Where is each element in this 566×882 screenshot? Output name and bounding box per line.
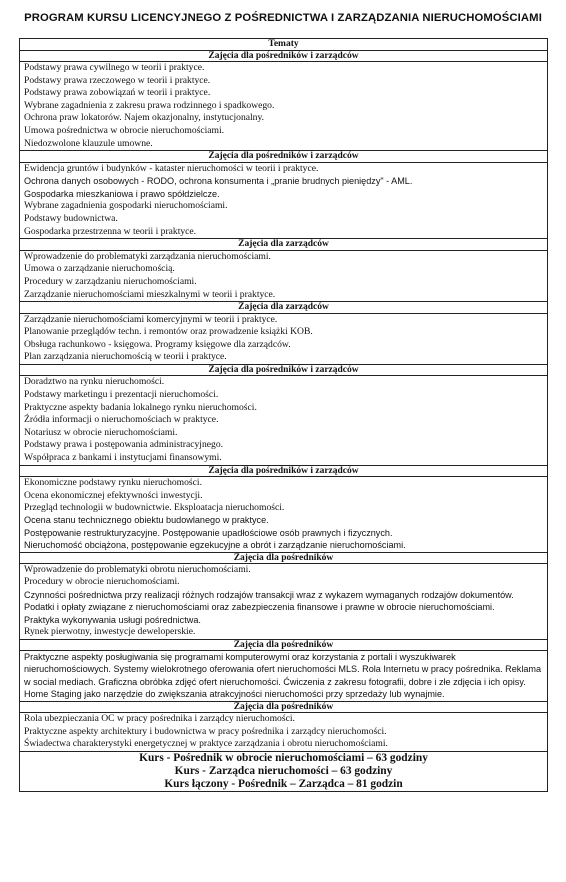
section-heading-row <box>20 239 548 251</box>
topic-item: Ewidencja gruntów i budynków - kataster nieruchomości w teorii i praktyce. <box>24 162 319 174</box>
section-items <box>20 564 548 639</box>
course-summary <box>20 751 548 791</box>
section-items <box>20 313 548 364</box>
section-items-row <box>20 477 548 552</box>
topic-item: Obsługa rachunkowo - księgowa. Programy księgowe dla zarządców. <box>24 338 291 350</box>
section-items-row <box>20 62 548 151</box>
topic-item: Ocena ekonomicznej efektywności inwestycji. <box>24 489 203 501</box>
section-items <box>20 651 548 702</box>
section-heading-row <box>20 364 548 376</box>
topic-item: Ochrona danych osobowych - RODO, ochrona konsumenta i „pranie brudnych pieniędzy" - AML. <box>24 176 413 187</box>
section-heading-row <box>20 151 548 163</box>
topic-item: Nieruchomość obciążona, postępowanie egzekucyjne a obrót i zarządzanie nieruchomościami. <box>24 540 406 551</box>
section-items-row <box>20 564 548 639</box>
section-heading-row <box>20 302 548 314</box>
section-items <box>20 713 548 752</box>
topic-item: Umowa pośrednictwa w obrocie nieruchomościami. <box>24 124 225 136</box>
section-heading: Zajęcia dla pośredników i zarządców <box>20 50 548 62</box>
topic-item: Podstawy prawa i postępowania administracyjnego. <box>24 439 224 451</box>
section-items-row <box>20 313 548 364</box>
topic-item: Wprowadzenie do problematyki zarządzania nieruchomościami. <box>24 250 271 262</box>
section-heading-row <box>20 552 548 564</box>
section-heading: Zajęcia dla zarządców <box>20 302 548 314</box>
section-heading-row <box>20 465 548 477</box>
topic-item: Umowa o zarządzanie nieruchomością. <box>24 263 175 275</box>
section-items-row <box>20 250 548 301</box>
table-header: Tematy <box>20 39 548 51</box>
topic-item: Zarządzanie nieruchomościami mieszkalnymi w teorii i praktyce. <box>24 288 276 300</box>
topic-item: Notariusz w obrocie nieruchomościami. <box>24 426 178 438</box>
section-items <box>20 162 548 239</box>
summary-row <box>20 751 548 791</box>
topic-item: Ocena stanu technicznego obiektu budowlanego w praktyce. <box>24 515 269 526</box>
section-heading-row <box>20 639 548 651</box>
section-heading: Zajęcia dla pośredników i zarządców <box>20 364 548 376</box>
topic-item: Podstawy budownictwa. <box>24 213 118 225</box>
topic-item: Planowanie przeglądów techn. i remontów oraz prowadzenie książki KOB. <box>24 326 313 338</box>
topic-item: Postępowanie restrukturyzacyjne. Postępowanie upadłościowe osób prawnych i fizycznych. <box>24 527 393 538</box>
topic-item: Wprowadzenie do problematyki obrotu nieruchomościami. <box>24 564 251 576</box>
topic-item: Źródła informacji o nieruchomościach w praktyce. <box>24 414 219 426</box>
section-items <box>20 376 548 465</box>
section-items-row <box>20 162 548 239</box>
topic-item: Podstawy prawa zobowiązań w teorii i praktyce. <box>24 87 211 99</box>
topic-item: Podatki i opłaty związane z nieruchomościami oraz zabezpieczenia finansowe i prawne w obrocie nieruchomościami. <box>24 602 495 613</box>
topic-item: Praktyczne aspekty architektury i budownictwa w pracy pośrednika i zarządcy nieruchomości. <box>24 725 387 737</box>
topic-item: Doradztwo na rynku nieruchomości. <box>24 376 165 388</box>
topic-item: Przegląd technologii w budownictwie. Eksploatacja nieruchomości. <box>24 501 285 513</box>
topic-item: Podstawy marketingu i prezentacji nieruchomości. <box>24 389 219 401</box>
topic-item: Praktyczne aspekty posługiwania się programami komputerowymi oraz korzystania z portali i wyszukiwarek nieruchomościowych. Systemy wielokrotnego oferowania ofert nieruchomości MLS. Rola Internetu w pracy pośrednika. Reklama w social mediach. Graficzna obróbka zdjęć ofert nieruchomości. Ćwiczenia z zakresu fotografii, dobre i złe zdjęcia i ich opisy. Home Staging jako narzędzie do zwiększania atrakcyjności nieruchomości przy sprzedaży lub wynajmie. <box>24 652 542 700</box>
section-items <box>20 62 548 151</box>
section-items-row <box>20 713 548 752</box>
topic-item: Ochrona praw lokatorów. Najem okazjonalny, instytucjonalny. <box>24 112 265 124</box>
topic-item: Procedury w zarządzaniu nieruchomościami. <box>24 275 197 287</box>
section-items <box>20 250 548 301</box>
topic-item: Praktyka wykonywania usługi pośrednictwa. <box>24 614 201 625</box>
section-heading: Zajęcia dla pośredników i zarządców <box>20 465 548 477</box>
topic-item: Wybrane zagadnienia z zakresu prawa rodzinnego i spadkowego. <box>24 99 275 111</box>
section-items-row <box>20 376 548 465</box>
section-items-row <box>20 651 548 702</box>
topic-item: Podstawy prawa cywilnego w teorii i praktyce. <box>24 62 205 73</box>
topic-item: Rynek pierwotny, inwestycje deweloperskie. <box>24 626 196 638</box>
topic-item: Czynności pośrednictwa przy realizacji różnych rodzajów transakcji wraz z wykazem wymaganych rodzajów dokumentów. <box>24 589 514 600</box>
summary-line-manager-course: Kurs - Zarządca nieruchomości – 63 godziny <box>174 764 393 777</box>
topic-item: Podstawy prawa rzeczowego w teorii i praktyce. <box>24 74 211 86</box>
topic-item: Gospodarka mieszkaniowa i prawo spółdzielcze. <box>24 188 220 199</box>
summary-line-combined-course: Kurs łączony - Pośrednik – Zarządca – 81 godzin <box>164 777 403 790</box>
section-heading: Zajęcia dla pośredników i zarządców <box>20 151 548 163</box>
course-program-table <box>19 38 548 792</box>
section-heading: Zajęcia dla pośredników <box>20 639 548 651</box>
topic-item: Współpraca z bankami i instytucjami finansowymi. <box>24 452 222 464</box>
topic-item: Plan zarządzania nieruchomością w teorii i praktyce. <box>24 351 227 363</box>
section-heading-row <box>20 701 548 713</box>
topic-item: Świadectwa charakterystyki energetycznej w praktyce zarządzania i obrotu nieruchomościami. <box>24 738 388 750</box>
topic-item: Niedozwolone klauzule umowne. <box>24 137 153 149</box>
topic-item: Ekonomiczne podstawy rynku nieruchomości. <box>24 477 202 489</box>
topic-item: Procedury w obrocie nieruchomościami. <box>24 576 180 588</box>
topic-item: Wybrane zagadnienia gospodarki nieruchomościami. <box>24 200 228 212</box>
section-heading: Zajęcia dla pośredników <box>20 552 548 564</box>
section-heading: Zajęcia dla pośredników <box>20 701 548 713</box>
topic-item: Praktyczne aspekty badania lokalnego rynku nieruchomości. <box>24 401 257 413</box>
section-heading-row <box>20 50 548 62</box>
section-heading: Zajęcia dla zarządców <box>20 239 548 251</box>
page-title: PROGRAM KURSU LICENCYJNEGO Z POŚREDNICTWA I ZARZĄDZANIA NIERUCHOMOŚCIAMI <box>24 12 542 24</box>
summary-line-agent-course: Kurs - Pośrednik w obrocie nieruchomościami – 63 godziny <box>139 751 428 764</box>
topic-item: Gospodarka przestrzenna w teorii i praktyce. <box>24 225 197 237</box>
table-header-row <box>20 39 548 51</box>
section-items <box>20 477 548 552</box>
topic-item: Zarządzanie nieruchomościami komercyjnymi w teorii i praktyce. <box>24 313 278 325</box>
topic-item: Rola ubezpieczania OC w pracy pośrednika i zarządcy nieruchomości. <box>24 713 295 725</box>
